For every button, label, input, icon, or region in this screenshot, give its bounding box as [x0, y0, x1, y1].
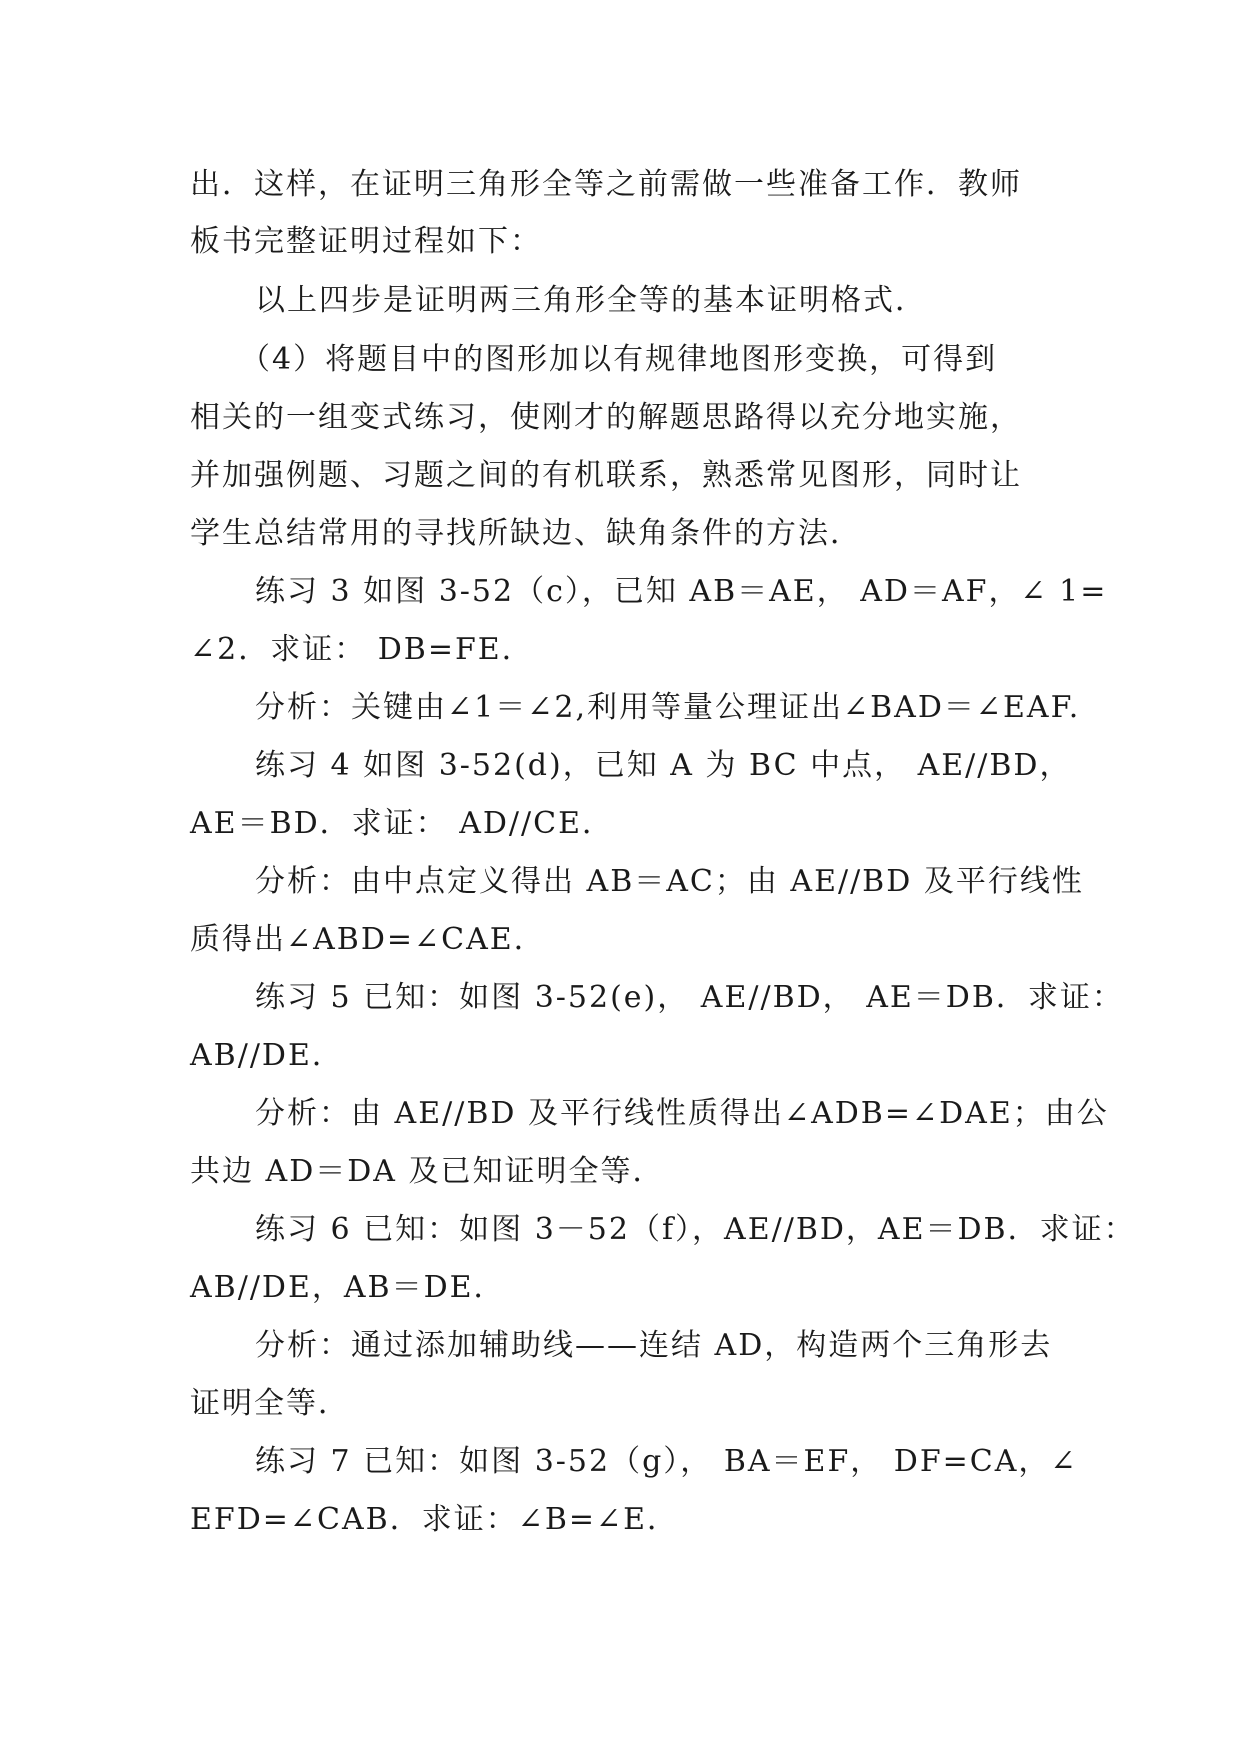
text-line: 练习 4 如图 3-52(d)，已知 A 为 BC 中点， AE//BD， — [255, 748, 1072, 783]
text-line: AB//DE． — [190, 1038, 344, 1073]
text-line: 练习 6 已知：如图 3－52（f），AE//BD，AE＝DB．求证： — [255, 1212, 1136, 1247]
text-line: EFD=∠CAB．求证：∠B=∠E． — [190, 1502, 680, 1537]
text-line: ∠2．求证： DB=FE． — [190, 632, 534, 667]
text-line: 练习 7 已知：如图 3-52（g）， BA＝EF， DF=CA，∠ — [255, 1444, 1078, 1479]
text-line: （4）将题目中的图形加以有规律地图形变换，可得到 — [240, 342, 998, 377]
text-line: 分析：由 AE//BD 及平行线性质得出∠ADB=∠DAE；由公 — [255, 1096, 1109, 1131]
text-line: 学生总结常用的寻找所缺边、缺角条件的方法． — [190, 516, 862, 551]
text-line: 共边 AD＝DA 及已知证明全等． — [190, 1154, 665, 1189]
text-line: 练习 5 已知：如图 3-52(e)， AE//BD， AE＝DB．求证： — [255, 980, 1124, 1015]
text-line: AB//DE，AB＝DE． — [190, 1270, 506, 1305]
text-line: 分析：通过添加辅助线——连结 AD，构造两个三角形去 — [255, 1328, 1053, 1363]
text-line: 分析：关键由∠1＝∠2,利用等量公理证出∠BAD＝∠EAF. — [255, 690, 1081, 725]
text-line: 以上四步是证明两三角形全等的基本证明格式． — [255, 283, 927, 318]
text-line: 相关的一组变式练习，使刚才的解题思路得以充分地实施， — [190, 400, 1022, 435]
text-line: 出．这样，在证明三角形全等之前需做一些准备工作．教师 — [190, 167, 1022, 202]
text-line: 分析：由中点定义得出 AB＝AC；由 AE//BD 及平行线性 — [255, 864, 1084, 899]
text-line: 板书完整证明过程如下： — [190, 224, 542, 259]
text-line: 证明全等． — [190, 1386, 350, 1421]
text-line: 质得出∠ABD=∠CAE． — [190, 922, 546, 957]
text-line: 练习 3 如图 3-52（c），已知 AB＝AE， AD＝AF，∠ 1= — [255, 574, 1108, 609]
text-line: AE＝BD．求证： AD//CE． — [190, 806, 614, 841]
text-line: 并加强例题、习题之间的有机联系，熟悉常见图形，同时让 — [190, 458, 1022, 493]
